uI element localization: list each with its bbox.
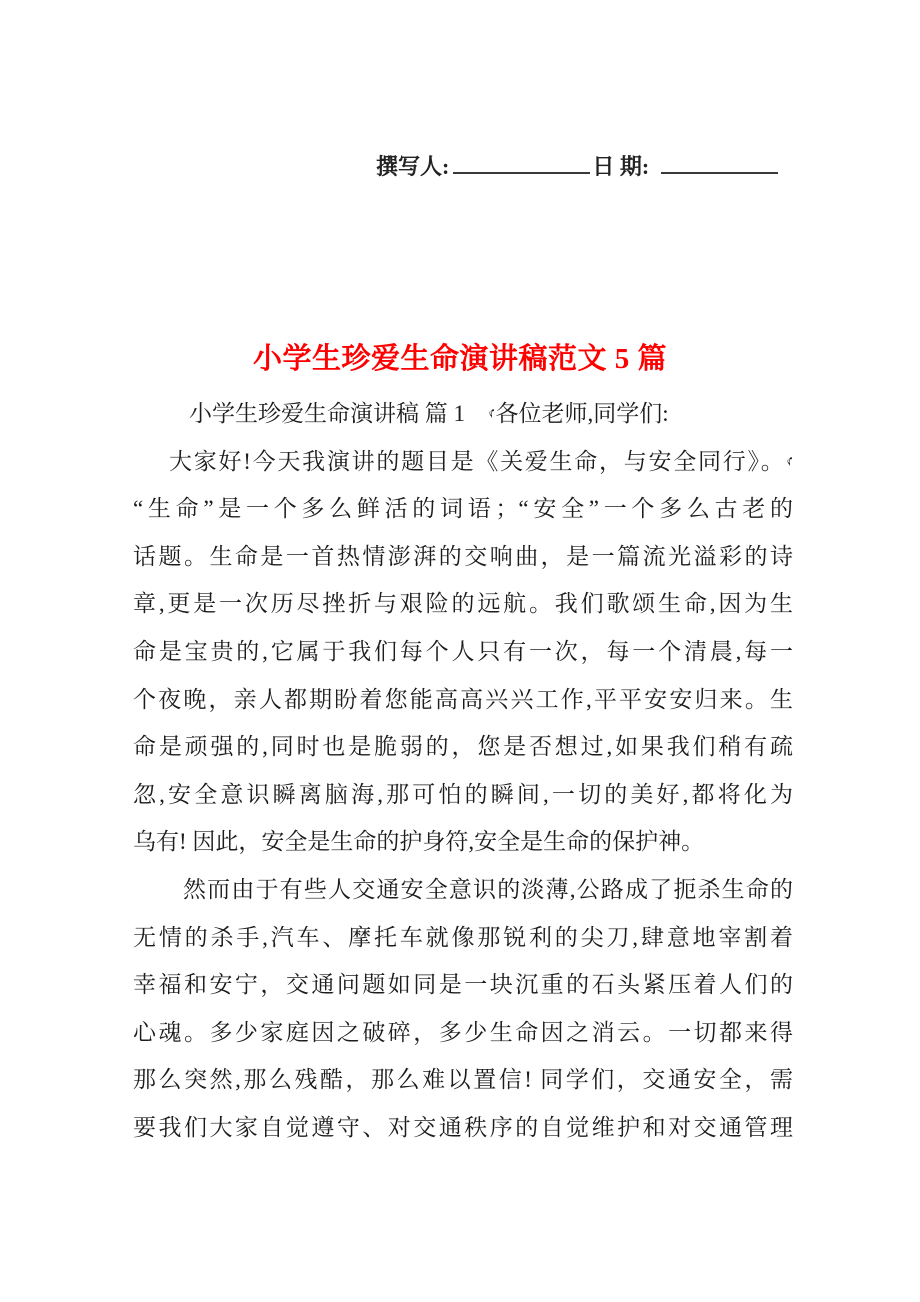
line-text: 无情的杀手,汽车、摩托车就像那锐利的尖刀,肆意地宰割着 [133,924,793,950]
page-title: 小学生珍爱生命演讲稿范文 5 篇 [252,343,667,375]
author-label: 撰写人: [376,154,450,179]
text-line [133,961,793,1009]
text-line [133,1056,793,1104]
line-text: 心魂。多少家庭因之破碎，多少生命因之消云。一切都来得 [133,1019,793,1045]
date-label: 日 期: [592,154,650,179]
text-line [133,533,793,581]
byline [376,150,778,184]
text-line [133,771,793,819]
text-line [133,1009,793,1057]
line-text: “生命”是一个多么鲜活的词语；“安全”一个多么古老的 [133,496,793,522]
line-text: 命是宝贵的,它属于我们每个人只有一次，每一个清晨,每一 [133,638,793,664]
line-text: 乌有! 因此，安全是生命的护身符,安全是生命的保护神。 [133,829,705,855]
line-text: 命是顽强的,同时也是脆弱的，您是否想过,如果我们稍有疏 [133,734,793,760]
line-text: 幸福和安宁，交通问题如同是一块沉重的石头紧压着人们的 [133,972,793,998]
text-line [133,866,793,914]
ornament-marker-icon: ♪ [488,405,496,421]
line-text: 忽,安全意识瞬离脑海,那可怕的瞬间,一切的美好,都将化为 [133,781,793,807]
text-line [133,1104,793,1152]
text-line [133,723,793,771]
line-text: 个夜晚，亲人都期盼着您能高高兴兴工作,平平安安归来。生 [133,686,793,712]
ornament-marker-icon: ♪ [785,452,793,469]
line-text: 那么突然,那么残酷，那么难以置信! 同学们，交通安全，需 [133,1067,793,1093]
line-text: 然而由于有些人交通安全意识的淡薄,公路成了扼杀生命的 [183,876,793,902]
author-blank-line [453,150,590,174]
text-line [133,485,793,533]
text-line [133,580,793,628]
text-line [133,676,793,724]
line-text: 小学生珍爱生命演讲稿 篇 1 [189,401,488,426]
text-line [133,628,793,676]
line-text: 大家好!今天我演讲的题目是《关爱生命，与安全同行》。 [169,448,786,474]
line-text: 各位老师,同学们: [495,401,669,426]
document-body [133,390,793,1152]
line-text: 章,更是一次历尽挫折与艰险的远航。我们歌颂生命,因为生 [133,591,793,617]
line-text: 话题。生命是一首热情澎湃的交响曲，是一篇流光溢彩的诗 [133,543,793,569]
line-text: 要我们大家自觉遵守、对交通秩序的自觉维护和对交通管理 [133,1114,793,1140]
text-line [133,390,793,438]
text-line [133,438,793,486]
text-line [133,818,793,866]
text-line [133,914,793,962]
date-blank-line [661,150,778,174]
